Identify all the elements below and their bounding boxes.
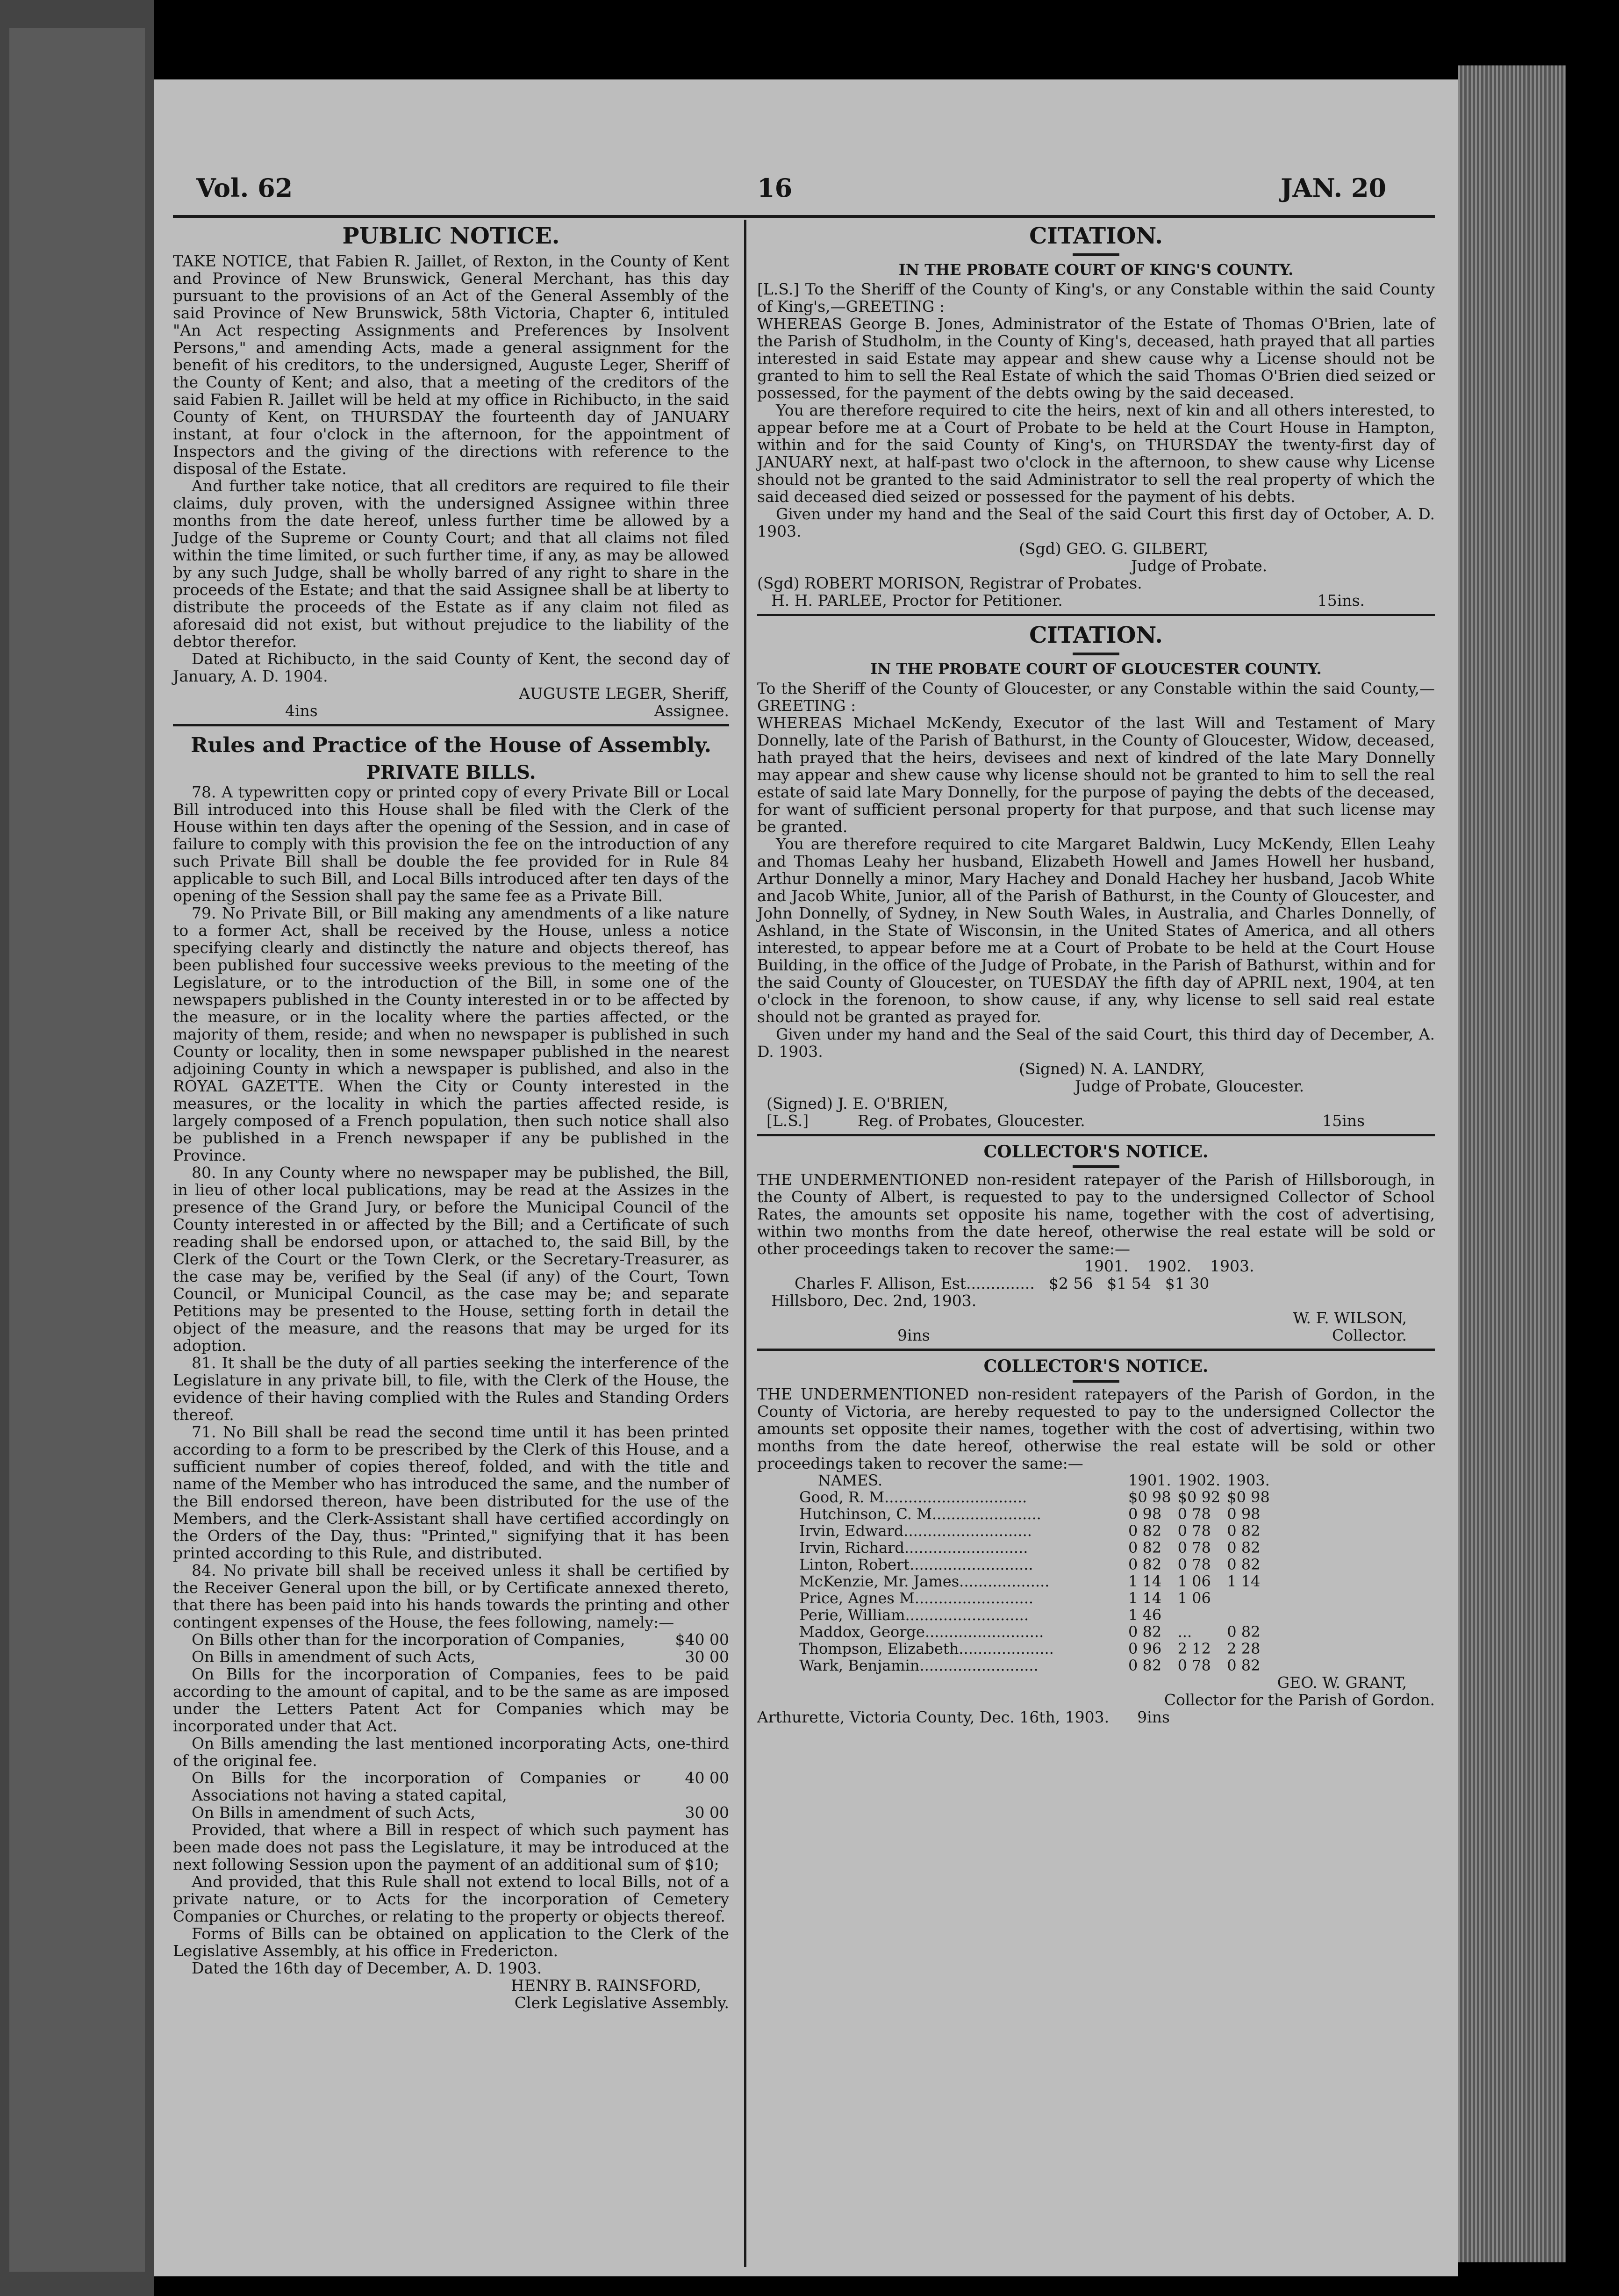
amount: $0 92: [1177, 1488, 1221, 1506]
amount: 0 82: [1227, 1539, 1261, 1557]
public-notice: [173, 222, 729, 719]
forms-note: Forms of Bills can be obtained on application to the Clerk of the Legislative Assembly, at his office in Fredericton.: [173, 1924, 729, 1960]
amount: 0 82: [1128, 1539, 1162, 1557]
newspaper-page: [154, 79, 1458, 2276]
collector-title: COLLECTOR'S NOTICE.: [983, 1142, 1209, 1162]
table-row: [799, 1657, 1276, 1674]
amount: 1 14: [1128, 1589, 1162, 1607]
page-edges: [1458, 65, 1566, 2262]
amount: [1227, 1590, 1276, 1607]
amount: 0 78: [1177, 1505, 1211, 1523]
citation-dateline: Given under my hand and the Seal of the said Court this first day of October, A. D. 1903.: [757, 505, 1435, 540]
amount: 1 14: [1128, 1572, 1162, 1590]
table-header-row: [799, 1472, 1276, 1489]
citation-address: [L.S.] To the Sheriff of the County of King's, or any Constable within the said County of King's,—GREETING :: [757, 280, 1435, 316]
collector-place: Hillsboro, Dec. 2nd, 1903.: [771, 1292, 977, 1310]
amount: $1 54: [1107, 1274, 1151, 1292]
page-header: [196, 173, 1411, 206]
notice-paragraph: TAKE NOTICE, that Fabien R. Jaillet, of Rexton, in the County of Kent and Province of New Brunswick, General Merchant, has this day pursuant to the provisions of an Act of the General Assembly of the said Province of New Brunswick, 58th Victoria, Chapter 6, intituled "An Act respecting Assignments and Preferences by Insolvent Persons," and amending Acts, made a general assignment for the benefit of his creditors, to the undersigned, Auguste Leger, Sheriff of the County of Kent; and also, that a meeting of the creditors of the said Fabien R. Jaillet will be held at my office in Richibucto, in the said County of Kent, on THURSDAY the fourteenth day of JANUARY instant, at four o'clock in the afternoon, for the appointment of Inspectors and the giving of the directions with reference to the disposal of the Estate.: [173, 252, 729, 478]
collector-role: Collector for the Parish of Gordon.: [1164, 1691, 1435, 1709]
taxpayer-name: Irvin, Richard..........................: [799, 1539, 1028, 1557]
amount: 0 78: [1177, 1556, 1211, 1573]
notice-dateline: Dated at Richibucto, in the said County of Kent, the second day of January, A. D. 1904.: [173, 650, 729, 685]
rules-signer: HENRY B. RAINSFORD,: [511, 1976, 701, 1995]
rule-81: 81. It shall be the duty of all parties seeking the interference of the Legislature in any private bill, to file, with the Clerk of the House, the evidence of their having complied with the Rules and Standing Orders thereof.: [173, 1354, 729, 1424]
fee-row: [173, 1631, 729, 1648]
table-row: [799, 1590, 1276, 1607]
collector-name: W. F. WILSON,: [1293, 1309, 1407, 1327]
notice-title: PUBLIC NOTICE.: [342, 223, 560, 249]
table-row: [799, 1556, 1276, 1573]
proviso: Provided, that where a Bill in respect of which such payment has been made does not pass the Legislature, it may be introduced at the next following Session upon the payment of an additional sum of $10;: [173, 1821, 729, 1873]
fee-amount: $40 00: [675, 1630, 729, 1649]
collector-title: COLLECTOR'S NOTICE.: [983, 1356, 1209, 1376]
citation-kings: [757, 222, 1435, 609]
section-divider: [757, 614, 1435, 616]
short-rule: [1073, 1380, 1119, 1383]
proviso: And provided, that this Rule shall not extend to local Bills, not of a private nature, or to Acts for the incorporation of Cemetery Companies or Churches, or relating to the property or objects thereof.: [173, 1873, 729, 1925]
amount: [1178, 1607, 1227, 1623]
insertion-count: 15ins.: [1317, 591, 1365, 610]
fee-label: On Bills in amendment of such Acts,: [192, 1803, 476, 1822]
notice-signer: AUGUSTE LEGER, Sheriff,: [519, 684, 729, 703]
fee-row: [173, 1769, 729, 1804]
taxpayer-name: Thompson, Elizabeth....................: [799, 1640, 1054, 1657]
column-divider: [744, 220, 746, 2267]
amount: 0 78: [1177, 1539, 1211, 1557]
collector-role: Collector.: [1332, 1326, 1407, 1344]
collector-paragraph: THE UNDERMENTIONED non-resident ratepayer of the Parish of Hillsborough, in the County of Albert, is requested to pay to the undersigned Collector of School Rates, the amounts set opposite his name, together with the cost of advertising, within two months from the date hereof, otherwise the real estate will be sold or other proceedings taken to recover the same:—: [757, 1170, 1435, 1258]
amount: $0 98: [1128, 1488, 1171, 1506]
amount: 2 12: [1177, 1640, 1211, 1657]
column-header: 1901.: [1128, 1471, 1171, 1489]
rule-78: 78. A typewritten copy or printed copy of every Private Bill or Local Bill introduced into this House shall be filed with the Clerk of the House within ten days after the opening of the Session, and in case of failure to comply with this provision the fee on the introduction of any such Private Bill shall be double the fee provided for in Rule 84 applicable to such Bill, and Local Bills introduced after ten days of the opening of the Session shall pay the same fee as a Private Bill.: [173, 783, 729, 905]
column-header: 1903.: [1227, 1471, 1270, 1489]
rules-subtitle: PRIVATE BILLS.: [366, 761, 536, 783]
taxpayer-name: Perie, William..........................: [799, 1606, 1029, 1624]
taxpayer-name: Charles F. Allison, Est..............: [795, 1274, 1035, 1292]
section-divider: [173, 724, 729, 726]
amount: 0 78: [1177, 1522, 1211, 1540]
amount: $0 98: [1227, 1488, 1270, 1506]
taxpayer-name: Hutchinson, C. M.......................: [799, 1505, 1041, 1523]
registrar-role: [L.S.] Reg. of Probates, Gloucester.: [767, 1112, 1085, 1130]
rules-dateline: Dated the 16th day of December, A. D. 1903.: [192, 1959, 542, 1977]
taxpayer-name: Linton, Robert..........................: [799, 1556, 1033, 1573]
collector-notice-gordon: [757, 1356, 1435, 1726]
fee-row: [173, 1648, 729, 1665]
citation-title: CITATION.: [1029, 223, 1163, 249]
table-row: [799, 1607, 1276, 1623]
amount: 1 06: [1177, 1572, 1211, 1590]
section-divider: [757, 1349, 1435, 1351]
year: 1903.: [1210, 1257, 1254, 1275]
short-rule: [1073, 1165, 1119, 1168]
amount: 2 28: [1227, 1640, 1261, 1657]
rule-79: 79. No Private Bill, or Bill making any amendments of a like nature to a former Act, shall be received by the House, unless a notice specifying clearly and distinctly the nature and objects thereof, has been published four successive weeks previous to the meeting of the Legislature, or to the introduction of the Bill, in some one of the newspapers published in the County interested in or to be affected by the measure, or in the locality where the parties affected, or the majority of them, reside; and when no newspaper is published in such County or locality, then in some newspaper published in the nearest adjoining County in which a newspaper is published, and also in the ROYAL GAZETTE. When the City or County interested in the measures, or the locality in which the parties affected reside, is largely composed of a French population, then such notice shall also be published in a French newspaper if any be published in the Province.: [173, 904, 729, 1164]
table-row: [799, 1522, 1276, 1539]
insertion-count: 15ins: [1322, 1112, 1365, 1130]
fee-label: On Bills other than for the incorporation of Companies,: [192, 1630, 625, 1649]
citation-paragraph: WHEREAS Michael McKendy, Executor of the last Will and Testament of Mary Donnelly, late of the Parish of Bathurst, in the County of Gloucester, Widow, deceased, hath prayed that the heirs, devisees and next of kindred of the late Mary Donnelly may appear and shew cause why license should not be granted to him to sell the real estate of said late Mary Donnelly, for the purpose of paying the debts of the deceased, for want of sufficient personal property for that purpose, and that such license may be granted.: [757, 714, 1435, 836]
left-page-edge: [0, 0, 154, 2296]
fee-paragraph: On Bills amending the last mentioned incorporating Acts, one-third of the original fee.: [173, 1734, 729, 1770]
citation-court: IN THE PROBATE COURT OF GLOUCESTER COUNTY.: [870, 660, 1322, 678]
amount: [1227, 1607, 1276, 1623]
amount: 0 82: [1128, 1623, 1162, 1641]
taxpayer-name: McKenzie, Mr. James...................: [799, 1572, 1050, 1590]
volume-label: Vol. 62: [196, 173, 293, 203]
amount: 0 82: [1128, 1657, 1162, 1674]
amount: 0 82: [1227, 1522, 1261, 1540]
citation-registrar: (Signed) J. E. O'BRIEN,: [767, 1094, 948, 1112]
rule-84: 84. No private bill shall be received unless it shall be certified by the Receiver General upon the bill, or by Certificate annexed thereto, that there has been paid into his hands towards the printing and other contingent expenses of the House, the fees following, namely:—: [173, 1561, 729, 1631]
amount: 1 06: [1177, 1589, 1211, 1607]
header-rule: [173, 215, 1435, 218]
amount: 0 82: [1227, 1556, 1261, 1573]
fee-amount: 30 00: [685, 1648, 729, 1666]
amount: 0 82: [1128, 1522, 1162, 1540]
rules-section: [173, 731, 729, 2011]
fee-amount: 40 00: [685, 1769, 729, 1787]
amount: $2 56: [1048, 1274, 1093, 1292]
left-column: [173, 220, 729, 2011]
amount: 0 98: [1227, 1505, 1261, 1523]
table-row: [799, 1573, 1276, 1590]
issue-date: JAN. 20: [1281, 173, 1387, 203]
notice-paragraph: And further take notice, that all creditors are required to file their claims, duly proven, with the undersigned Assignee within three months from the date hereof, unless further time be allowed by a Judge of the Supreme or County Court; and that all claims not filed within the time limited, or such further time, if any, as may be allowed by any such Judge, shall be wholly barred of any right to share in the proceeds of the Estate; and that the said Assignee shall be at liberty to distribute the proceeds of the Estate as if any claim not filed as aforesaid did not exist, but without prejudice to the liability of the debtor therefor.: [173, 477, 729, 651]
citation-title: CITATION.: [1029, 622, 1163, 648]
insertion-count: 4ins: [285, 702, 318, 720]
year-headers: [757, 1257, 1435, 1275]
amount: 0 78: [1177, 1657, 1211, 1674]
insertion-count: 9ins: [1137, 1708, 1170, 1726]
amount: $1 30: [1165, 1274, 1210, 1292]
amount: 0 82: [1128, 1556, 1162, 1573]
year: 1902.: [1147, 1257, 1191, 1275]
collector-name: GEO. W. GRANT,: [1277, 1673, 1407, 1692]
column-header: NAMES.: [818, 1471, 883, 1489]
citation-proctor: H. H. PARLEE, Proctor for Petitioner.: [771, 591, 1063, 610]
section-divider: [757, 1134, 1435, 1136]
rule-71: 71. No Bill shall be read the second time until it has been printed according to a form to be prescribed by the Clerk of this House, and a sufficient number of copies thereof, folded, and with the title and name of the Member who has introduced the same, and the number of the Bill endorsed thereon, have been distributed for the use of the Members, and the Clerk-Assistant shall have certified accordingly on the Orders of the Day, thus: "Printed," signifying that it has been printed according to this Rule, and distributed.: [173, 1423, 729, 1562]
table-row: [799, 1539, 1276, 1556]
fee-amount: 30 00: [685, 1803, 729, 1822]
taxpayer-name: Price, Agnes M.........................: [799, 1589, 1034, 1607]
citation-judge-role: Judge of Probate, Gloucester.: [1075, 1077, 1304, 1095]
short-rule: [1073, 253, 1119, 256]
citation-judge-role: Judge of Probate.: [1131, 557, 1268, 575]
table-row: [799, 1489, 1276, 1506]
rules-title: Rules and Practice of the House of Assembly.: [190, 733, 711, 757]
collector-notice-hillsborough: [757, 1141, 1435, 1344]
fee-label: On Bills for the incorporation of Companies or Associations not having a stated capital,: [192, 1769, 640, 1804]
amount: ...: [1177, 1623, 1192, 1641]
taxpayer-name: Wark, Benjamin.........................: [799, 1657, 1039, 1674]
column-header: 1902.: [1177, 1471, 1221, 1489]
tax-table: [799, 1472, 1276, 1674]
citation-paragraph: WHEREAS George B. Jones, Administrator of the Estate of Thomas O'Brien, late of the Parish of Studholm, in the County of King's, deceased, hath prayed that all parties interested in said Estate may appear and shew cause why a License should not be granted to him to sell the Real Estate of which the said Thomas O'Brien died seized or possessed, for the payment of the debts owing by the said deceased.: [757, 315, 1435, 402]
citation-court: IN THE PROBATE COURT OF KING'S COUNTY.: [898, 261, 1294, 279]
amount: 0 82: [1227, 1623, 1261, 1641]
table-row: [799, 1640, 1276, 1657]
rule-80: 80. In any County where no newspaper may be published, the Bill, in lieu of other local publications, may be read at the Assizes in the presence of the Grand Jury, or before the Municipal Council of the County interested in or affected by the Bill; and a Certificate of such reading shall be endorsed upon, or attached to, the said Bill, by the Clerk of the Court or the Town Clerk, or the Secretary-Treasurer, as the case may be, verified by the Seal (if any) of the Court, Town Council, or Municipal Council, as the case may be; and separate Petitions may be presented to the House, setting forth in detail the object of the measure, and the reasons that may be urged for its adoption.: [173, 1163, 729, 1355]
insertion-count: 9ins: [897, 1326, 930, 1344]
taxpayer-name: Maddox, George.........................: [799, 1623, 1044, 1641]
citation-address: To the Sheriff of the County of Gloucester, or any Constable within the said County,—GREETING :: [757, 679, 1435, 715]
citation-paragraph: You are therefore required to cite the heirs, next of kin and all others interested, to appear before me at a Court of Probate to be held at the Court House in Hampton, within and for the said County of King's, on THURSDAY the twenty-first day of JANUARY next, at half-past two o'clock in the afternoon, to shew cause why License should not be granted to the said Administrator to sell the real property of which the said deceased died seized or possessed for the payment of his debts.: [757, 401, 1435, 506]
page-number: 16: [757, 173, 793, 203]
amount: 0 96: [1128, 1640, 1162, 1657]
amount: 0 98: [1128, 1505, 1162, 1523]
citation-judge: (Sgd) GEO. G. GILBERT,: [1019, 539, 1209, 558]
taxpayer-name: Irvin, Edward...........................: [799, 1522, 1032, 1540]
tax-row: [757, 1275, 1435, 1292]
citation-gloucester: [757, 621, 1435, 1129]
signer-role: Assignee.: [654, 702, 729, 720]
rules-signer-role: Clerk Legislative Assembly.: [514, 1994, 729, 2012]
citation-dateline: Given under my hand and the Seal of the said Court, this third day of December, A. D. 1903.: [757, 1025, 1435, 1061]
year: 1901.: [1084, 1257, 1129, 1275]
collector-paragraph: THE UNDERMENTIONED non-resident ratepayers of the Parish of Gordon, in the County of Victoria, are hereby requested to pay to the undersigned Collector the amounts set opposite their names, together with the cost of advertising, within two months from the date hereof, otherwise the real estate will be sold or other proceedings taken to recover the same:—: [757, 1385, 1435, 1472]
short-rule: [1073, 653, 1119, 655]
amount: 1 46: [1128, 1606, 1162, 1624]
citation-judge: (Signed) N. A. LANDRY,: [1019, 1060, 1205, 1078]
table-row: [799, 1506, 1276, 1522]
right-column: [757, 220, 1435, 1726]
collector-place: Arthurette, Victoria County, Dec. 16th, 1903.: [757, 1708, 1110, 1726]
table-row: [799, 1623, 1276, 1640]
fee-label: On Bills in amendment of such Acts,: [192, 1648, 476, 1666]
fee-row: [173, 1804, 729, 1821]
fee-paragraph: On Bills for the incorporation of Companies, fees to be paid according to the amount of capital, and to be the same as are imposed under the Letters Patent Act for Companies which may be incorporated under that Act.: [173, 1665, 729, 1735]
citation-registrar: (Sgd) ROBERT MORISON, Registrar of Probates.: [757, 574, 1142, 592]
amount: 0 82: [1227, 1657, 1261, 1674]
citation-paragraph: You are therefore required to cite Margaret Baldwin, Lucy McKendy, Ellen Leahy and Thomas Leahy her husband, Elizabeth Howell and James Howell her husband, Arthur Donnelly a minor, Mary Hachey and Donald Hachey her husband, Jacob White and Jacob White, Junior, all of the Parish of Bathurst, in the County of Gloucester, and John Donnelly, of Sydney, in New South Wales, in Australia, and Charles Donnelly, of Ashland, in the State of Wisconsin, in the United States of America, and all others interested, to appear before me at a Court of Probate to be held at the Court House Building, in the office of the Judge of Probate, in the Parish of Bathurst, within and for the said County of Gloucester, on TUESDAY the fifth day of APRIL next, 1904, at ten o'clock in the forenoon, to show cause, if any, why license to sell said real estate should not be granted as prayed for.: [757, 835, 1435, 1026]
taxpayer-name: Good, R. M..............................: [799, 1488, 1027, 1506]
amount: 1 14: [1227, 1572, 1261, 1590]
